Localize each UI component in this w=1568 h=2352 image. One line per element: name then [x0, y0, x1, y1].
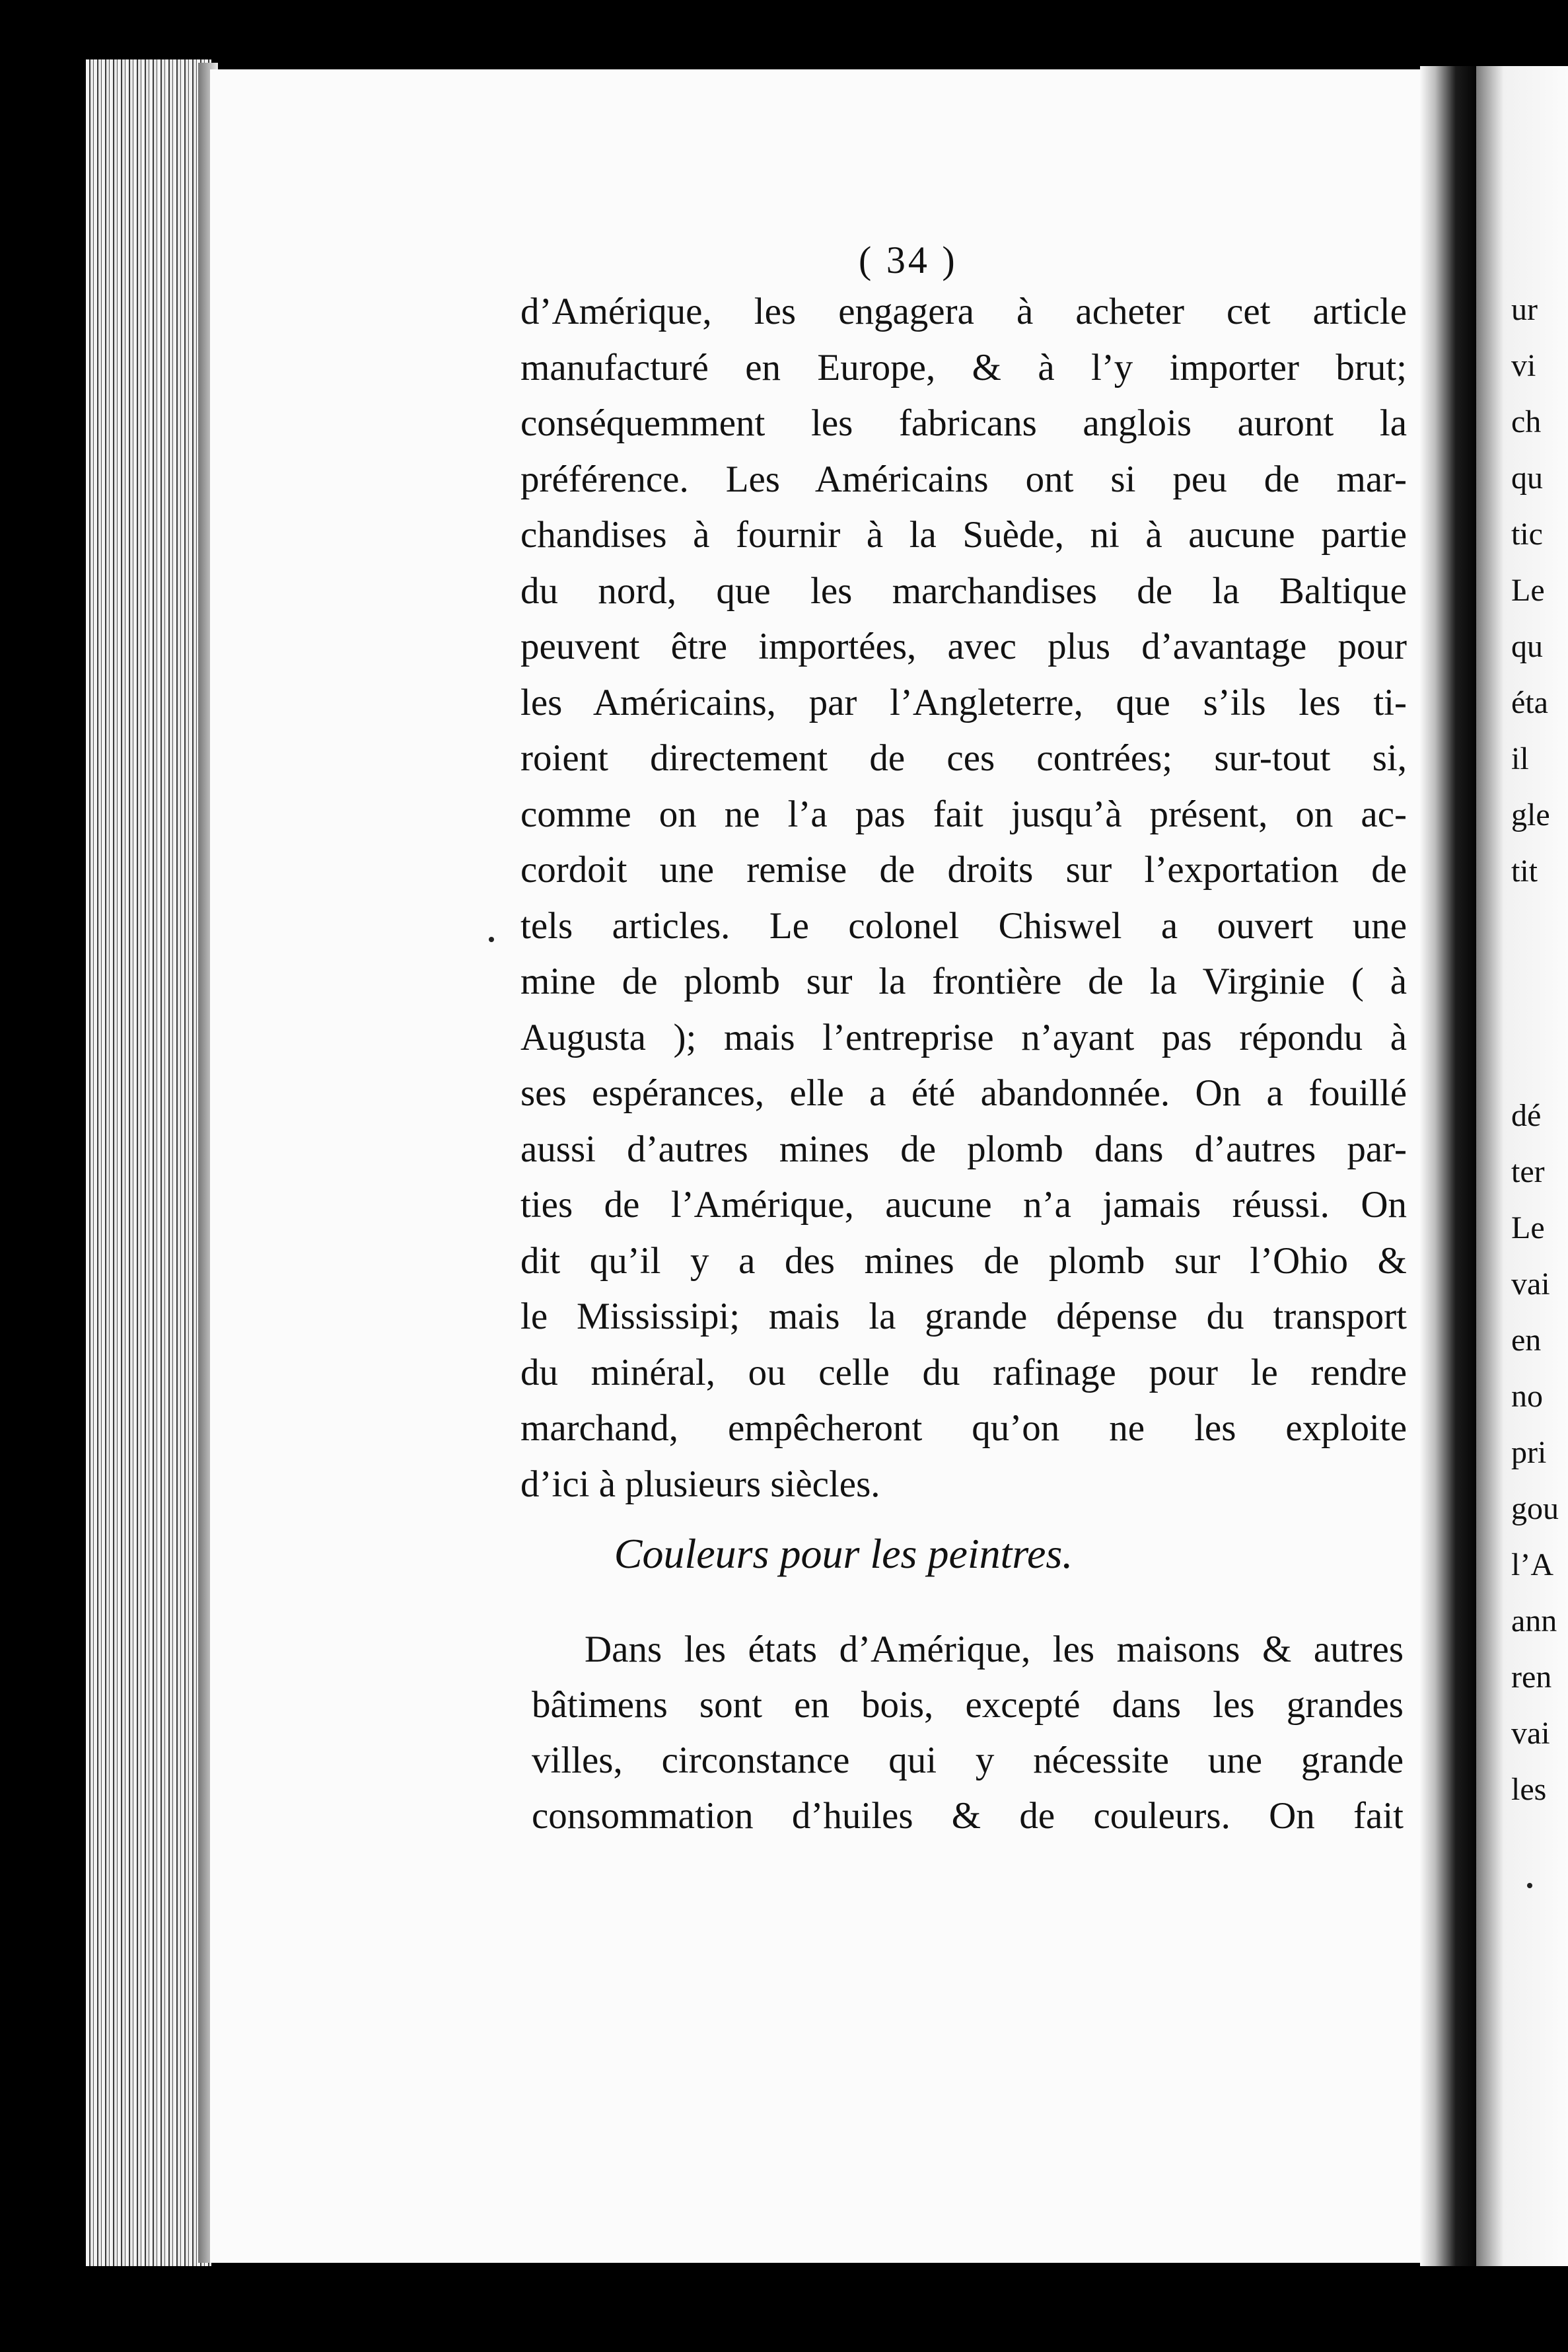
facing-fragment: ren: [1511, 1660, 1552, 1695]
facing-fragment: qu: [1511, 629, 1543, 664]
facing-fragment: ter: [1511, 1154, 1545, 1189]
facing-fragment: ann: [1511, 1603, 1557, 1638]
text-line: ses espérances, elle a été abandonnée. On a fouillé: [520, 1072, 1407, 1114]
facing-fragment: qu: [1511, 460, 1543, 496]
text-line: peuvent être importées, avec plus d’avantage pour: [520, 626, 1407, 667]
text-line: tels articles. Le colonel Chiswel a ouvert une: [520, 904, 1407, 947]
text-line: comme on ne l’a pas fait jusqu’à présent, on ac-: [520, 793, 1407, 835]
facing-fragment: ch: [1511, 404, 1542, 439]
facing-fragment: vai: [1511, 1267, 1550, 1302]
text-line: manufacturé en Europe, & à l’y importer brut;: [520, 346, 1407, 388]
text-line: du nord, que les marchandises de la Baltique: [520, 570, 1407, 612]
text-line: villes, circonstance qui y nécessite une grande: [532, 1740, 1404, 1781]
text-line: mine de plomb sur la frontière de la Virginie ( à: [520, 961, 1407, 1002]
text-line: conséquemment les fabricans anglois auront la: [520, 402, 1407, 444]
book-page-edges: [86, 59, 211, 2266]
section-paragraph: [532, 1622, 1404, 1844]
section-heading: Couleurs pour les peintres.: [614, 1530, 1073, 1577]
text-line: les Américains, par l’Angleterre, que s’ils les ti-: [520, 681, 1407, 723]
facing-fragment: ur: [1511, 292, 1538, 327]
text-line: marchand, empêcheront qu’on ne les exploite: [520, 1407, 1407, 1449]
text-line: d’Amérique, les engagera à acheter cet article: [520, 291, 1407, 332]
facing-fragment: gle: [1511, 797, 1550, 832]
facing-fragment: éta: [1511, 685, 1548, 720]
text-line: d’ici à plusieurs siècles.: [520, 1463, 880, 1505]
book-gutter: [1420, 66, 1479, 2266]
facing-fragment: dé: [1511, 1098, 1542, 1133]
page-number-header: ( 34 ): [859, 239, 958, 281]
text-line: du minéral, ou celle du rafinage pour le rendre: [520, 1351, 1407, 1393]
facing-fragment: tit: [1511, 854, 1538, 889]
text-line: consommation d’huiles & de couleurs. On fait: [532, 1795, 1404, 1837]
facing-fragment: Le: [1511, 573, 1545, 608]
text-line: dit qu’il y a des mines de plomb sur l’Ohio &: [520, 1239, 1407, 1282]
text-line: aussi d’autres mines de plomb dans d’autres par-: [520, 1128, 1407, 1170]
text-line: roient directement de ces contrées; sur-tout si,: [520, 737, 1407, 779]
facing-fragment: les: [1511, 1772, 1547, 1807]
text-line: le Mississipi; mais la grande dépense du transport: [520, 1296, 1407, 1337]
facing-fragment: vai: [1511, 1716, 1550, 1751]
facing-fragment: tic: [1511, 517, 1543, 552]
facing-fragment: l’A: [1511, 1547, 1553, 1582]
text-line: cordoit une remise de droits sur l’exportation de: [520, 849, 1407, 891]
facing-fragment: vi: [1511, 348, 1536, 383]
text-line: ties de l’Amérique, aucune n’a jamais réussi. On: [520, 1184, 1407, 1226]
text-line: chandises à fournir à la Suède, ni à aucune partie: [520, 514, 1407, 556]
facing-fragment: no: [1511, 1379, 1543, 1414]
text-line: préférence. Les Américains ont si peu de mar-: [520, 458, 1407, 500]
facing-fragment: Le: [1511, 1210, 1545, 1245]
main-paragraph: [520, 284, 1407, 1512]
ink-speck: [489, 937, 494, 942]
text-line: Dans les états d’Amérique, les maisons & autres: [585, 1629, 1404, 1670]
facing-fragment: il: [1511, 741, 1529, 776]
text-line: bâtimens sont en bois, excepté dans les grandes: [532, 1684, 1404, 1726]
facing-fragment: pri: [1511, 1435, 1547, 1470]
facing-fragment: gou: [1511, 1491, 1559, 1526]
text-line: Augusta ); mais l’entreprise n’ayant pas répondu à: [520, 1016, 1407, 1058]
ink-speck: [1527, 1883, 1532, 1888]
facing-fragment: en: [1511, 1323, 1542, 1358]
